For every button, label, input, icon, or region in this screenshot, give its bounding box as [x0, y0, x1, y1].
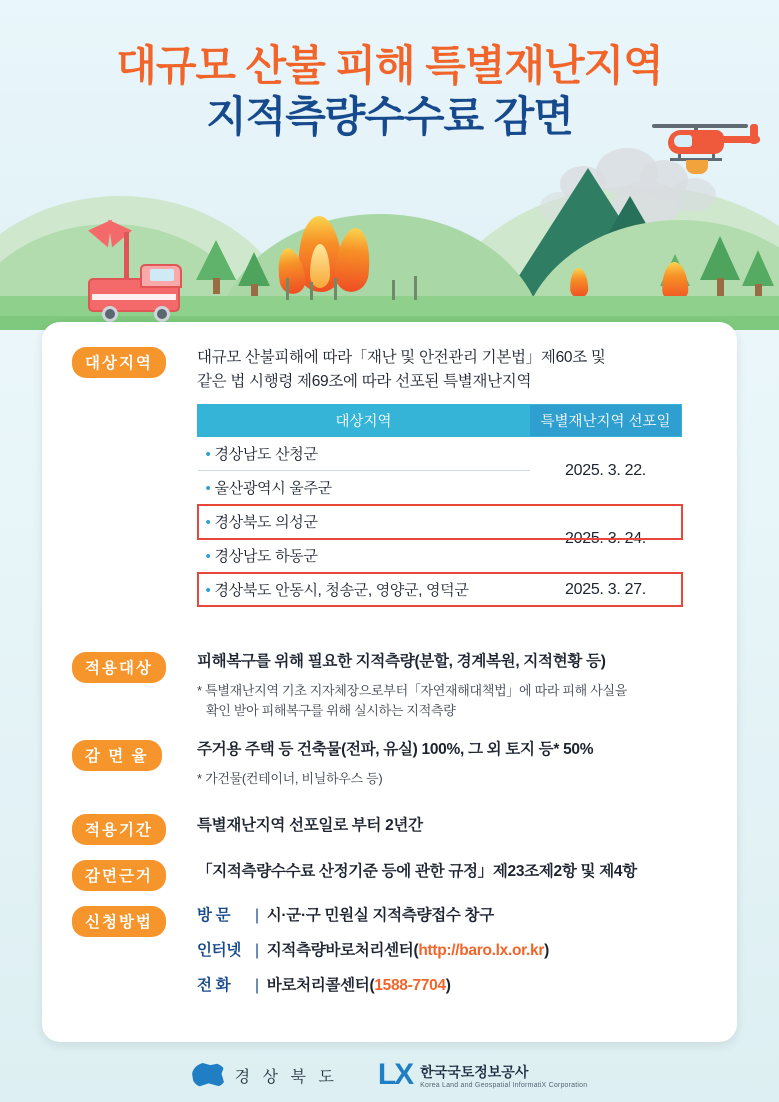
apply-method-tail: ) [544, 942, 549, 960]
table-cell-area [198, 539, 530, 573]
section-apply-target-tag [72, 652, 166, 683]
tag-label: 신청방법 [72, 906, 166, 937]
lx-logo-text [420, 1062, 587, 1089]
description-line-1: 대규모 산불피해에 따라「재난 및 안전관리 기본법」제60조 및 [197, 349, 606, 366]
apply-method-visit [197, 904, 717, 928]
section-discount-rate-tag [72, 740, 162, 771]
content-card [42, 322, 737, 1042]
gyeongbuk-logo-text: 경 상 북 도 [234, 1068, 338, 1086]
table-row [198, 437, 682, 471]
apply-target-note-2: 확인 받아 피해복구를 위해 실시하는 지적측량 [206, 702, 456, 718]
bullet-icon: • [205, 514, 211, 531]
tree-icon [717, 278, 724, 296]
area-name: 경상북도 안동시, 청송군, 영양군, 영덕군 [214, 582, 469, 599]
apply-period-text: 특별재난지역 선포일로 부터 2년간 [197, 817, 423, 834]
tree-icon [213, 278, 220, 294]
area-name: 경상북도 의성군 [214, 514, 318, 531]
legal-basis-text: 「지적측량수수료 산정기준 등에 관한 규정」제23조제2항 및 제4항 [197, 863, 637, 880]
table-cell-date: 2025. 3. 27. [565, 580, 646, 598]
table-cell-area [198, 471, 530, 505]
table-header-row [198, 405, 682, 437]
title-line-2: 지적측량수수료 감면 [206, 93, 573, 141]
divider-icon: | [255, 907, 259, 924]
apply-method-label: 방 문 [197, 907, 231, 924]
helicopter-leg-icon [678, 154, 681, 160]
gyeongbuk-mark-icon [192, 1060, 226, 1090]
title-line-1: 대규모 산불 피해 특별재난지역 [116, 42, 663, 89]
apply-method-label: 인터넷 [197, 942, 242, 960]
divider-icon: | [255, 977, 259, 995]
water-spray-icon [108, 217, 134, 248]
section-apply-period-tag [72, 814, 166, 845]
tag-label: 적용대상 [72, 652, 166, 683]
target-area-table-wrap [197, 404, 682, 606]
baro-center-link[interactable]: http://baro.lx.or.kr [418, 942, 545, 960]
area-name: 경상남도 산청군 [214, 446, 318, 463]
table-row-highlighted [198, 505, 682, 539]
description-line-2: 같은 법 시행령 제69조에 따라 선포된 특별재난지역 [197, 373, 532, 391]
burnt-tree-icon [286, 278, 289, 300]
apply-method-internet [197, 939, 717, 963]
tree-icon [755, 284, 762, 296]
call-center-number[interactable]: 1588-7704 [374, 977, 446, 995]
lx-logo [378, 1058, 588, 1092]
apply-method-value: 시·군·구 민원실 지적측량접수 창구 [266, 907, 494, 924]
lx-name-kr: 한국국토정보공사 [420, 1063, 529, 1080]
area-name: 울산광역시 울주군 [214, 480, 332, 497]
apply-target-text: 피해복구를 위해 필요한 지적측량(분할, 경계복원, 지적현황 등) [197, 653, 606, 670]
tag-label: 적용기간 [72, 814, 166, 845]
table-header-area: 대상지역 [198, 405, 530, 437]
target-area-description [197, 346, 717, 394]
bullet-icon: • [205, 548, 211, 565]
tree-icon [238, 252, 270, 286]
apply-method-tail: ) [445, 977, 451, 995]
burnt-tree-icon [414, 276, 417, 300]
burnt-tree-icon [334, 278, 337, 300]
discount-rate-note: * 가건물(컨테이너, 비닐하우스 등) [197, 771, 383, 787]
divider-icon: | [255, 942, 259, 960]
bullet-icon: • [205, 480, 211, 497]
lx-mark-icon: LX [377, 1058, 413, 1091]
apply-method-label: 전 화 [197, 977, 231, 995]
header-illustration [0, 0, 779, 330]
poster-title [0, 40, 779, 142]
fire-truck-stripe [92, 294, 176, 300]
how-to-apply-content [197, 904, 717, 998]
tree-icon [700, 236, 740, 280]
table-cell-date: 2025. 3. 22. [530, 437, 682, 505]
apply-method-value: 지적측량바로처리센터( [266, 942, 419, 960]
discount-rate-content [197, 738, 727, 789]
table-cell-area [198, 437, 530, 471]
apply-target-content [197, 650, 727, 720]
table-cell-area [198, 573, 530, 607]
tag-label: 감 면 율 [72, 740, 162, 771]
water-bucket-icon [686, 160, 708, 174]
burnt-tree-icon [310, 282, 313, 300]
discount-rate-text: 주거용 주택 등 건축물(전파, 유실) 100%, 그 외 토지 등* 50% [197, 741, 594, 758]
apply-method-value: 바로처리콜센터( [266, 977, 375, 995]
target-area-table [197, 404, 682, 606]
gyeongbuk-logo [192, 1060, 338, 1090]
tree-icon [196, 240, 236, 280]
tree-icon [742, 250, 774, 286]
area-name: 경상남도 하동군 [214, 548, 318, 565]
fire-truck-window-icon [150, 269, 174, 281]
tag-label: 대상지역 [72, 347, 166, 378]
lx-name-en: Korea Land and Geospatial InformatiX Corporation [420, 1081, 588, 1089]
section-how-to-apply-tag [72, 906, 166, 937]
wheel-icon [102, 306, 118, 322]
section-target-area-tag [72, 347, 166, 378]
table-row-highlighted [198, 573, 682, 607]
water-cannon-icon [124, 232, 129, 280]
footer-logos [0, 1048, 779, 1102]
bullet-icon: • [205, 446, 211, 463]
burnt-tree-icon [392, 280, 395, 300]
table-cell-date: 2025. 3. 24. [530, 505, 682, 573]
table-header-date: 특별재난지역 선포일 [530, 405, 682, 437]
section-legal-basis-tag [72, 860, 166, 891]
table-cell-area [198, 505, 530, 539]
apply-target-note-1: * 특별재난지역 기초 지자체장으로부터「자연재해대책법」에 따라 피해 사실을 [197, 683, 628, 699]
wheel-icon [154, 306, 170, 322]
bullet-icon: • [205, 582, 211, 599]
tag-label: 감면근거 [72, 860, 166, 891]
helicopter-leg-icon [712, 154, 715, 160]
apply-method-phone [197, 974, 717, 998]
tree-icon [251, 284, 258, 296]
